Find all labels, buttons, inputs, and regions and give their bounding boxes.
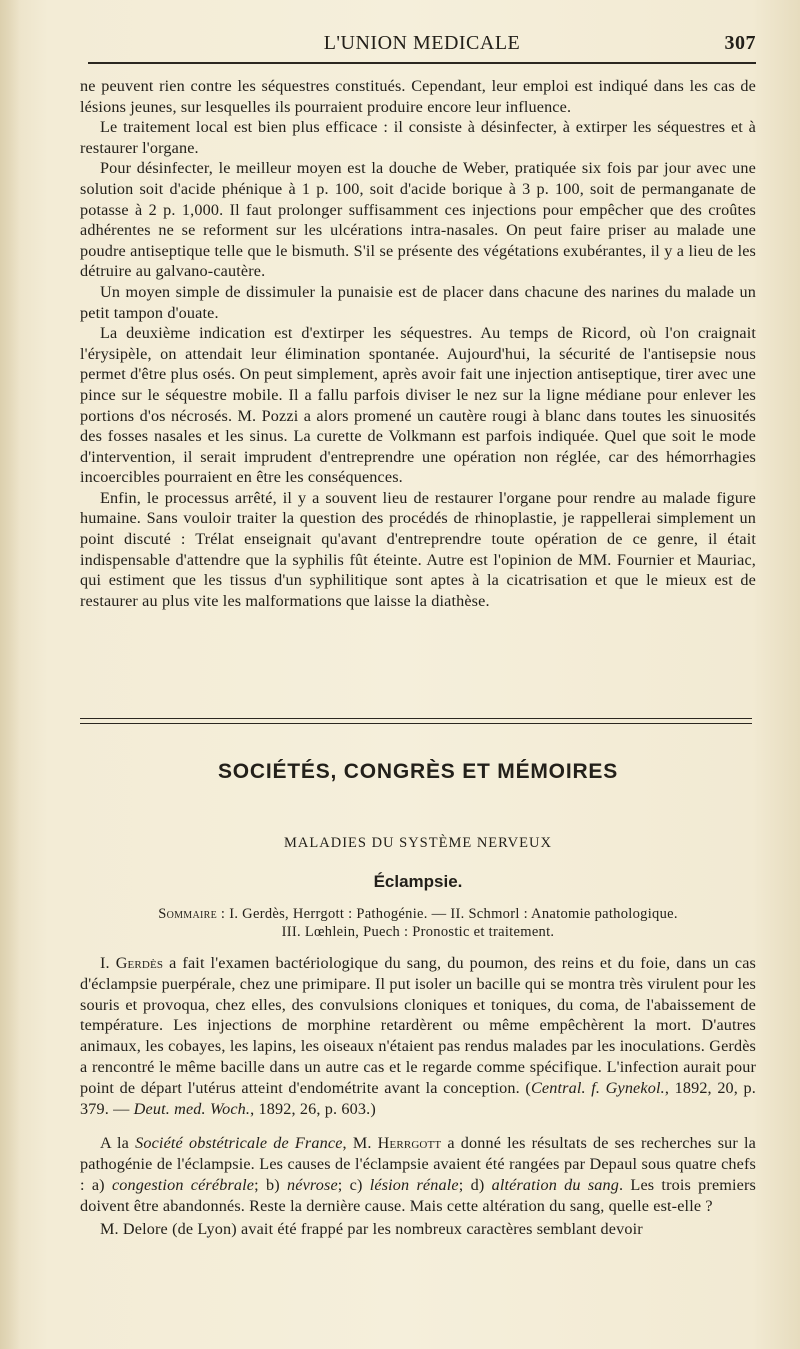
- summary-label: Sommaire :: [158, 906, 226, 922]
- paragraph-text: , M.: [342, 1134, 372, 1153]
- article-continuation: [80, 76, 756, 611]
- paragraph: Pour désinfecter, le meilleur moyen est la douche de Weber, pratiquée six fois par jour avec une solution soit d'acide phénique à 1 p. 100, soit d'acide borique à 3 p. 100, soit de permanganate de potasse à 2 p. 1,000. Il faut prolonger suffisamment ces injections pour empêcher que des croûtes adhérentes ne se reforment sur les ulcérations intra-nasales. On peut faire priser au malade une poudre antiseptique telle que le bismuth. S'il se présente des végétations exubérantes, il y a lieu de les détruire au galvano-cautère.: [80, 159, 756, 281]
- paragraph-herrgott: [80, 1133, 756, 1216]
- cause-term: altération du sang: [491, 1175, 620, 1194]
- article-title: Éclampsie.: [373, 872, 463, 891]
- paragraph-text: a donné les résultats de ses recherches sur la pathogénie de l'éclampsie. Les causes de l'éclampsie avaient été rangées par Depaul sous quatre chefs : a): [80, 1134, 756, 1194]
- summary-text-1: I. Gerdès, Herrgott : Pathogénie. — II. Schmorl : Anatomie pathologique.: [229, 906, 678, 922]
- paragraph: La deuxième indication est d'extirper les séquestres. Au temps de Ricord, où l'on craignait l'érysipèle, on attendait leur élimination spontanée. Aujourd'hui, la sécurité de l'antisepsie nous permet d'être plus osés. On peut simplement, après avoir fait une injection antiseptique, tirer avec une pince sur le séquestre mobile. Il a fallu parfois diviser le nez sur la ligne médiane pour enlever les portions d'os nécrosés. M. Pozzi a alors promené un cautère rougi à blanc dans toutes les sinuosités des fosses nasales et les sinus. La curette de Volkmann est parfois indiquée. Quel que soit le mode d'intervention, il serait imprudent d'entreprendre une opération non réglée, car des hémorrhagies incoercibles pourraient en être les conséquences.: [80, 324, 756, 487]
- page-number: 307: [724, 32, 756, 54]
- running-header: [88, 32, 756, 60]
- society-name: Société obstétricale de France: [135, 1134, 343, 1153]
- eclampsie-article: [80, 953, 756, 1239]
- paragraph-delore: M. Delore (de Lyon) avait été frappé par les nombreux caractères semblant devoir: [100, 1219, 643, 1238]
- summary-line-2: III. Lœhlein, Puech : Pronostic et traitement.: [281, 924, 555, 940]
- author-name: Gerdès: [115, 954, 164, 972]
- journal-title: L'UNION MEDICALE: [323, 32, 521, 54]
- paragraph-text: A la: [100, 1134, 130, 1153]
- reference-details: , 1892, 20, p. 379. —: [80, 1078, 756, 1118]
- author-name: Herrgott: [377, 1134, 442, 1153]
- cause-term: congestion cérébrale: [111, 1175, 255, 1194]
- paragraph: ne peuvent rien contre les séquestres constitués. Cependant, leur emploi est indiqué dans les cas de lésions jeunes, sur lesquelles ils pourraient produire encore leur influence.: [80, 77, 756, 116]
- section-title: SOCIÉTÉS, CONGRÈS ET MÉMOIRES: [217, 760, 619, 783]
- section-number: I.: [100, 954, 110, 972]
- reference-details: , 1892, 26, p. 603.): [250, 1099, 376, 1118]
- paragraph-text: ; d): [458, 1175, 485, 1194]
- paragraph-text: a fait l'examen bactériologique du sang, du poumon, des reins et du foie, dans un cas d'éclampsie puerpérale, chez une primipare. Il put isoler un bacille qui se montra très virulent pour les souris et provoqua, chez elles, des convulsions cloniques et toniques, du coma, de l'abaissement de température. Les injections de morphine retardèrent ou même empêchèrent la mort. D'autres animaux, les cobayes, les lapins, les oiseaux n'étaient pas rendus malades par les inoculations. Gerdès a rencontré le même bacille dans un autre cas et le regarde comme spécifique. L'infection aurait pour point de départ l'utérus atteint d'endométrite avant la conception. (: [80, 954, 757, 1097]
- header-rule: [88, 62, 756, 64]
- paragraph: Un moyen simple de dissimuler la punaisie est de placer dans chacune des narines du malade un petit tampon d'ouate.: [80, 282, 756, 322]
- subsection-title: MALADIES DU SYSTÈME NERVEUX: [284, 835, 552, 851]
- paragraph-text: ; b): [254, 1175, 280, 1194]
- paragraph-text: . Les trois premiers doivent être abandonnés. Reste la dernière cause. Mais cette altération du sang, quelle est-elle ?: [80, 1175, 756, 1215]
- summary: [80, 905, 756, 941]
- paragraph: Le traitement local est bien plus efficace : il consiste à désinfecter, à extirper les séquestres et à restaurer l'organe.: [80, 118, 756, 157]
- cause-term: lésion rénale: [369, 1175, 459, 1194]
- paragraph-text: ; c): [337, 1175, 363, 1194]
- summary-line-1: [80, 905, 756, 923]
- journal-reference: Deut. med. Woch.: [133, 1099, 251, 1118]
- paragraph-gerdes: [80, 953, 756, 1119]
- cause-term: névrose: [286, 1175, 338, 1194]
- section-divider: [80, 718, 752, 724]
- page-shadow: [0, 0, 20, 1349]
- journal-reference: Central. f. Gynekol.: [530, 1078, 665, 1097]
- paragraph: Enfin, le processus arrêté, il y a souvent lieu de restaurer l'organe pour rendre au malade figure humaine. Sans vouloir traiter la question des procédés de rhinoplastie, je rappellerai simplement un point discuté : Trélat enseignait qu'avant d'entreprendre toute opération de ce genre, il était indispensable d'attendre que la syphilis fût éteinte. Autre est l'opinion de MM. Fournier et Mauriac, qui estiment que les tissus d'un syphilitique sont aptes à la cicatrisation et que le mieux est de restaurer au plus vite les malformations que laisse la diathèse.: [80, 488, 756, 610]
